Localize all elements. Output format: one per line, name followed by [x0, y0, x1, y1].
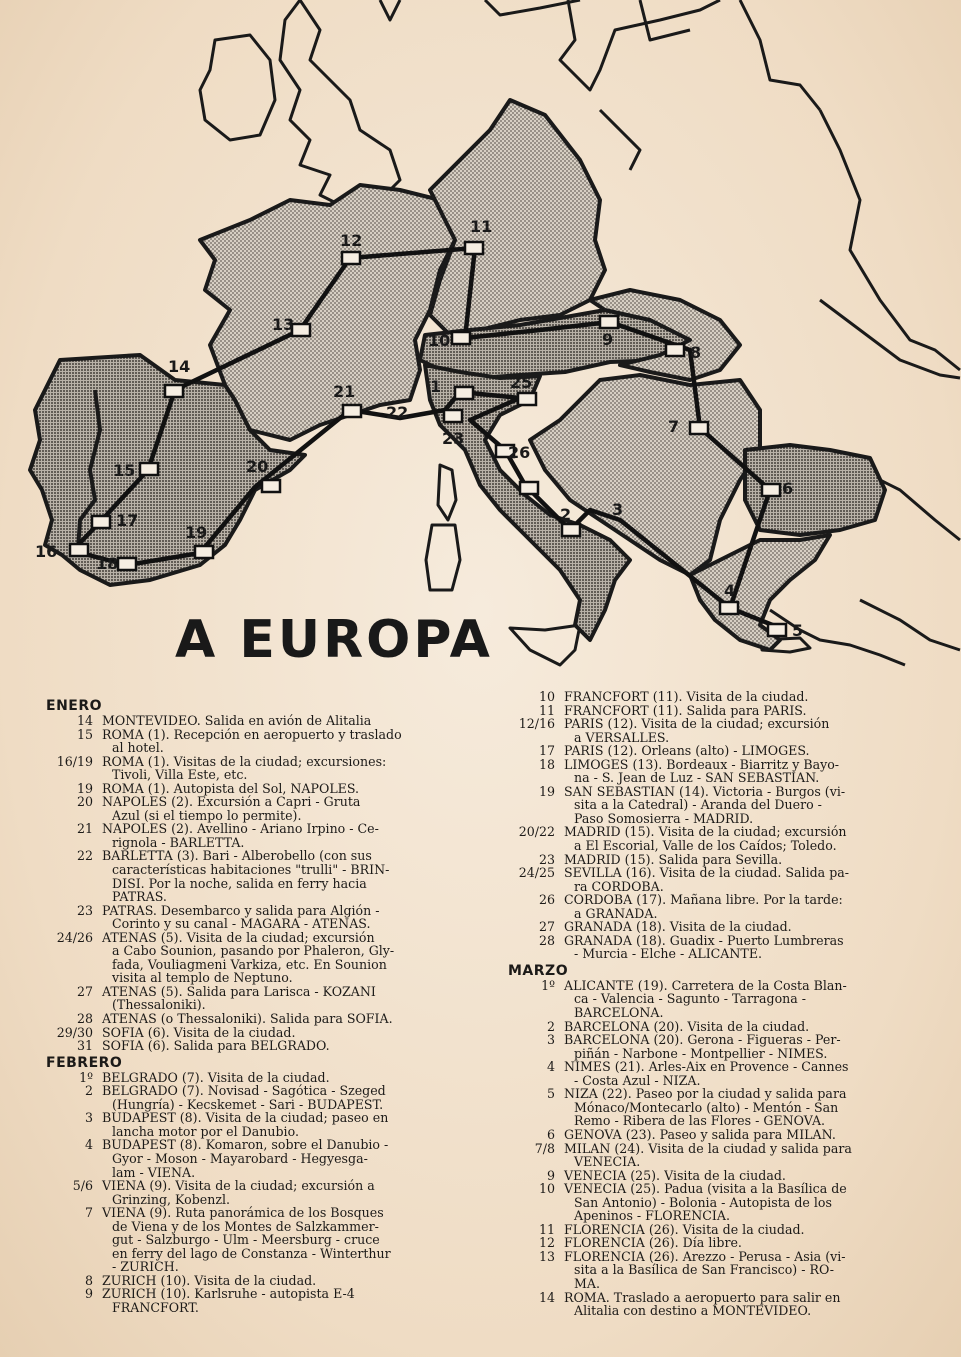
- entry-day: 29/30: [56, 1024, 93, 1040]
- entry-line: - ZURICH.: [112, 1259, 179, 1275]
- itinerary-entry: [508, 717, 928, 744]
- entry-line: GENOVA (23). Paseo y salida para MILAN.: [564, 1126, 836, 1142]
- entry-line: BARCELONA (20). Visita de la ciudad.: [564, 1018, 810, 1034]
- entry-line: a GRANADA.: [574, 905, 658, 921]
- entry-line: VENECIA (25). Visita de la ciudad.: [564, 1167, 786, 1183]
- entry-text: [564, 1169, 928, 1183]
- map-marker-14: 14: [168, 357, 191, 376]
- entry-day: 2: [84, 1083, 93, 1099]
- entry-line: MILAN (24). Visita de la ciudad y salida para: [564, 1140, 852, 1156]
- entry-line: ALICANTE (19). Carretera de la Costa Blan-: [564, 977, 847, 993]
- entry-day: 1º: [79, 1069, 93, 1085]
- entry-text: [102, 1179, 466, 1206]
- map-marker-1: 1: [430, 377, 442, 396]
- entry-text: [564, 1087, 928, 1128]
- itinerary-entry: [46, 782, 466, 796]
- entry-line: BUDAPEST (8). Komaron, sobre el Danubio -: [102, 1137, 389, 1153]
- itinerary-right-column: [508, 690, 928, 1318]
- entry-text: [564, 1236, 928, 1250]
- entry-day: 14: [538, 1289, 555, 1305]
- itinerary-entry: [508, 1169, 928, 1183]
- stop-box: [690, 422, 708, 434]
- map-marker-26: 26: [508, 443, 531, 462]
- entry-text: [102, 1138, 466, 1179]
- entry-day: 17: [538, 743, 555, 759]
- entry-line: Mónaco/Montecarlo (alto) - Mentón - San: [574, 1099, 839, 1115]
- itinerary-entry: [46, 755, 466, 782]
- itinerary-entry: [508, 853, 928, 867]
- entry-line: ZURICH (10). Karlsruhe - autopista E-4: [102, 1286, 355, 1302]
- itinerary-entry: [46, 985, 466, 1012]
- entry-text: [564, 866, 928, 893]
- map-marker-8: 8: [690, 343, 702, 362]
- itinerary-entry: [46, 1287, 466, 1314]
- entry-line: VIENA (9). Visita de la ciudad; excursión a: [102, 1178, 375, 1194]
- itinerary-entry: [508, 744, 928, 758]
- entry-text: [102, 1206, 466, 1274]
- entry-line: SAN SEBASTIAN (14). Victoria - Burgos (vi-: [564, 783, 846, 799]
- entry-day: 4: [546, 1059, 555, 1075]
- entry-line: ROMA (1). Visitas de la ciudad; excursiones:: [102, 753, 387, 769]
- entry-line: Azul (si el tiempo lo permite).: [112, 807, 302, 823]
- entry-line: ZURICH (10). Visita de la ciudad.: [102, 1272, 317, 1288]
- entry-line: SEVILLA (16). Visita de la ciudad. Salida pa-: [564, 865, 850, 881]
- entry-line: ATENAS (5). Salida para Larisca - KOZANI: [102, 983, 376, 999]
- entry-line: BELGRADO (7). Novisad - Sagótica - Szeged: [102, 1083, 386, 1099]
- entry-text: [102, 1274, 466, 1288]
- stop-box: [92, 516, 110, 528]
- map-marker-25: 25: [510, 373, 533, 392]
- entry-day: 5: [546, 1086, 555, 1102]
- stop-box: [140, 463, 158, 475]
- itinerary-entry: [46, 1274, 466, 1288]
- entry-line: MA.: [574, 1275, 600, 1291]
- stop-box: [342, 252, 360, 264]
- itinerary-entry: [508, 1182, 928, 1223]
- itinerary-entry: [46, 795, 466, 822]
- itinerary-entry: [508, 1223, 928, 1237]
- entry-text: [564, 1182, 928, 1223]
- entry-text: [564, 979, 928, 1020]
- map-marker-19: 19: [185, 523, 208, 542]
- entry-line: FRANCFORT (11). Visita de la ciudad.: [564, 689, 809, 704]
- stop-box: [452, 332, 470, 344]
- itinerary-entry: [46, 714, 466, 728]
- entry-day: 26: [538, 892, 555, 908]
- itinerary-entry: [46, 1138, 466, 1179]
- stop-box: [465, 242, 483, 254]
- entry-text: [102, 1084, 466, 1111]
- itinerary-entry: [46, 1026, 466, 1040]
- itinerary-entry: [46, 822, 466, 849]
- entry-line: VIENA (9). Ruta panorámica de los Bosques: [102, 1205, 384, 1221]
- entry-line: FLORENCIA (26). Visita de la ciudad.: [564, 1221, 805, 1237]
- entry-day: 13: [538, 1248, 555, 1264]
- entry-line: Apeninos - FLORENCIA.: [574, 1208, 730, 1224]
- itinerary-entry: [508, 934, 928, 961]
- itinerary-entry: [508, 1291, 928, 1318]
- entry-line: Tivoli, Villa Este, etc.: [112, 767, 248, 783]
- month-heading: ENERO: [46, 698, 103, 714]
- itinerary-entry: [508, 920, 928, 934]
- entry-text: [564, 1250, 928, 1291]
- map-marker-6: 6: [782, 479, 794, 498]
- entry-text: [102, 714, 466, 728]
- entry-line: PARIS (12). Orleans (alto) - LIMOGES.: [564, 743, 810, 759]
- entry-line: GRANADA (18). Guadix - Puerto Lumbreras: [564, 932, 844, 948]
- entry-line: BUDAPEST (8). Visita de la ciudad; paseo en: [102, 1110, 389, 1126]
- stop-box: [520, 482, 538, 494]
- entry-line: ROMA (1). Autopista del Sol, NAPOLES.: [102, 780, 360, 796]
- itinerary-entry: [508, 1087, 928, 1128]
- entry-line: LIMOGES (13). Bordeaux - Biarritz y Bayo-: [564, 756, 840, 772]
- itinerary-entry: [508, 1236, 928, 1250]
- entry-line: MADRID (15). Visita de la ciudad; excursión: [564, 824, 847, 840]
- entry-line: BARCELONA (20). Gerona - Figueras - Per-: [564, 1032, 841, 1048]
- entry-line: San Antonio) - Bolonia - Autopista de los: [574, 1194, 832, 1210]
- entry-day: 10: [538, 1181, 555, 1197]
- itinerary-entry: [46, 849, 466, 903]
- entry-text: [102, 822, 466, 849]
- itinerary-entry: [508, 690, 928, 704]
- entry-line: BARLETTA (3). Bari - Alberobello (con sus: [102, 848, 372, 864]
- itinerary-entry: [508, 1142, 928, 1169]
- entry-text: [564, 1223, 928, 1237]
- stop-box: [292, 324, 310, 336]
- entry-line: gut - Salzburgo - Ulm - Meersburg - cruce: [112, 1232, 380, 1248]
- map-marker-4: 4: [724, 581, 736, 600]
- itinerary-entry: [46, 1084, 466, 1111]
- itinerary-entry: [46, 1111, 466, 1138]
- itinerary-entry: [508, 1020, 928, 1034]
- entry-line: FRANCFORT (11). Salida para PARIS.: [564, 702, 807, 718]
- entry-day: 7: [84, 1205, 93, 1221]
- entry-text: [102, 782, 466, 796]
- entry-line: visita al templo de Neptuno.: [112, 970, 293, 986]
- entry-day: 3: [84, 1110, 93, 1126]
- entry-text: [564, 1060, 928, 1087]
- entry-line: a El Escorial, Valle de los Caídos; Toledo.: [574, 838, 837, 854]
- itinerary-entry: [508, 1250, 928, 1291]
- entry-day: 15: [76, 726, 93, 742]
- entry-line: Alitalia con destino a MONTEVIDEO.: [574, 1303, 812, 1319]
- entry-day: 31: [76, 1038, 93, 1054]
- entry-line: fada, Vouliagmeni Varkiza, etc. En Sounion: [112, 956, 387, 972]
- entry-line: en ferry del lago de Constanza - Winterthur: [112, 1245, 391, 1261]
- entry-day: 22: [76, 848, 93, 864]
- map-marker-10: 10: [428, 331, 451, 350]
- entry-day: 28: [538, 932, 555, 948]
- month-heading: FEBRERO: [46, 1054, 123, 1071]
- map-marker-18: 18: [96, 554, 119, 573]
- entry-line: NAPOLES (2). Avellino - Ariano Irpino - Ce-: [102, 821, 379, 837]
- entry-text: [102, 728, 466, 755]
- entry-text: [102, 931, 466, 985]
- stop-box: [118, 558, 136, 570]
- map-marker-5: 5: [792, 621, 804, 640]
- entry-line: rignola - BARLETTA.: [112, 834, 245, 850]
- itinerary-entry: [46, 1071, 466, 1085]
- map-marker-17: 17: [116, 511, 139, 530]
- entry-text: [102, 755, 466, 782]
- itinerary-left-column: [46, 696, 466, 1315]
- entry-line: - Murcia - Elche - ALICANTE.: [574, 946, 763, 962]
- entry-line: PARIS (12). Visita de la ciudad; excursión: [564, 716, 830, 732]
- entry-text: [564, 825, 928, 852]
- entry-day: 3: [546, 1032, 555, 1048]
- entry-day: 14: [76, 713, 93, 728]
- entry-text: [564, 690, 928, 704]
- map-marker-2: 2: [560, 505, 572, 524]
- map-marker-20: 20: [246, 457, 269, 476]
- entry-day: 20: [76, 794, 93, 810]
- entry-text: [564, 704, 928, 718]
- entry-text: [564, 1033, 928, 1060]
- entry-line: (Hungría) - Kecskemet - Sari - BUDAPEST.: [112, 1096, 384, 1112]
- entry-text: [564, 1142, 928, 1169]
- itinerary-entry: [46, 1039, 466, 1053]
- entry-line: DISI. Por la noche, salida en ferry hacia: [112, 875, 367, 891]
- map-marker-3: 3: [612, 500, 624, 519]
- entry-day: 2: [546, 1018, 555, 1034]
- entry-line: MONTEVIDEO. Salida en avión de Alitalia: [102, 713, 372, 728]
- entry-line: FLORENCIA (26). Arezzo - Perusa - Asia (vi-: [564, 1248, 846, 1264]
- entry-line: SOFIA (6). Visita de la ciudad.: [102, 1024, 296, 1040]
- entry-day: 16/19: [56, 753, 93, 769]
- entry-text: [102, 904, 466, 931]
- entry-line: CORDOBA (17). Mañana libre. Por la tarde:: [564, 892, 843, 908]
- entry-day: 9: [84, 1286, 93, 1302]
- itinerary-entry: [46, 931, 466, 985]
- entry-line: VENECIA.: [574, 1154, 641, 1170]
- entry-line: sita a la Basílica de San Francisco) - RO-: [574, 1262, 835, 1278]
- entry-text: [564, 744, 928, 758]
- entry-text: [564, 1128, 928, 1142]
- entry-line: ATENAS (o Thessaloniki). Salida para SOFIA.: [102, 1011, 393, 1027]
- entry-line: FRANCFORT.: [112, 1299, 199, 1315]
- entry-day: 24/26: [56, 929, 93, 945]
- stop-box: [762, 484, 780, 496]
- entry-day: 10: [538, 689, 555, 704]
- entry-line: NIMES (21). Arles-Aix en Provence - Cannes: [564, 1059, 849, 1075]
- entry-line: a VERSALLES.: [574, 729, 670, 745]
- entry-text: [564, 717, 928, 744]
- itinerary-entry: [46, 1206, 466, 1274]
- entry-text: [564, 1020, 928, 1034]
- itinerary-entry: [508, 704, 928, 718]
- entry-text: [102, 1012, 466, 1026]
- germany-shape: [430, 100, 605, 335]
- entry-line: NAPOLES (2). Excursión a Capri - Gruta: [102, 794, 361, 810]
- stop-box: [444, 410, 462, 422]
- map-marker-9: 9: [602, 330, 614, 349]
- entry-line: VENECIA (25). Padua (visita a la Basílica de: [564, 1181, 847, 1197]
- itinerary-entry: [508, 785, 928, 826]
- entry-line: ROMA (1). Recepción en aeropuerto y traslado: [102, 726, 402, 742]
- entry-day: 4: [84, 1137, 93, 1153]
- entry-line: FLORENCIA (26). Día libre.: [564, 1235, 742, 1251]
- entry-text: [102, 1039, 466, 1053]
- entry-line: piñán - Narbone - Montpellier - NIMES.: [574, 1045, 828, 1061]
- entry-line: GRANADA (18). Visita de la ciudad.: [564, 919, 792, 935]
- map-marker-13: 13: [272, 315, 295, 334]
- entry-line: Paso Somosierra - MADRID.: [574, 810, 754, 826]
- entry-line: - Costa Azul - NIZA.: [574, 1072, 701, 1088]
- entry-day: 20/22: [518, 824, 555, 840]
- entry-line: Corinto y su canal - MAGARA - ATENAS.: [112, 916, 371, 932]
- stop-box: [518, 393, 536, 405]
- itinerary-entry: [508, 758, 928, 785]
- entry-day: 11: [538, 702, 555, 718]
- entry-day: 5/6: [72, 1178, 93, 1194]
- map-marker-21: 21: [333, 382, 356, 401]
- entry-day: 12: [538, 1235, 555, 1251]
- entry-day: 23: [76, 902, 93, 918]
- entry-text: [102, 985, 466, 1012]
- entry-line: SOFIA (6). Salida para BELGRADO.: [102, 1038, 330, 1054]
- entry-line: lam - VIENA.: [112, 1164, 196, 1180]
- entry-line: MADRID (15). Salida para Sevilla.: [564, 851, 783, 867]
- entry-line: BARCELONA.: [574, 1005, 664, 1021]
- entry-day: 21: [76, 821, 93, 837]
- itinerary-entry: [508, 1033, 928, 1060]
- entry-day: 23: [538, 851, 555, 867]
- entry-line: na - S. Jean de Luz - SAN SEBASTIAN.: [574, 770, 820, 786]
- map-marker-23: 23: [442, 429, 465, 448]
- entry-text: [564, 1291, 928, 1318]
- entry-day: 27: [76, 983, 93, 999]
- entry-text: [564, 853, 928, 867]
- stop-box: [666, 344, 684, 356]
- entry-text: [564, 920, 928, 934]
- entry-text: [102, 1071, 466, 1085]
- itinerary-entry: [508, 893, 928, 920]
- map-marker-11: 11: [470, 217, 493, 236]
- entry-day: 27: [538, 919, 555, 935]
- entry-text: [102, 1287, 466, 1314]
- entry-day: 8: [84, 1272, 93, 1288]
- entry-day: 24/25: [518, 865, 555, 881]
- entry-line: Remo - Ribera de las Flores - GENOVA.: [574, 1113, 826, 1129]
- entry-day: 11: [538, 1221, 555, 1237]
- entry-line: sita a la Catedral) - Aranda del Duero -: [574, 797, 822, 813]
- map-marker-16: 16: [35, 542, 58, 561]
- entry-day: 12/16: [518, 716, 555, 732]
- entry-day: 6: [546, 1126, 555, 1142]
- entry-text: [102, 849, 466, 903]
- itinerary-entry: [508, 866, 928, 893]
- entry-text: [564, 785, 928, 826]
- entry-line: PATRAS. Desembarco y salida para Algión -: [102, 902, 380, 918]
- stop-box: [455, 387, 473, 399]
- entry-day: 7/8: [534, 1140, 555, 1156]
- itinerary-entry: [46, 1012, 466, 1026]
- entry-text: [564, 893, 928, 920]
- itinerary-entry: [46, 1179, 466, 1206]
- entry-line: BELGRADO (7). Visita de la ciudad.: [102, 1069, 330, 1085]
- entry-line: lancha motor por el Danubio.: [112, 1123, 299, 1139]
- entry-day: 18: [538, 756, 555, 772]
- itinerary-entry: [46, 904, 466, 931]
- entry-line: características habitaciones "trulli" - BRIN-: [112, 862, 390, 878]
- entry-day: 19: [76, 780, 93, 796]
- stop-box: [562, 524, 580, 536]
- entry-day: 28: [76, 1011, 93, 1027]
- month-heading: MARZO: [508, 962, 569, 979]
- entry-text: [102, 795, 466, 822]
- map-marker-15: 15: [113, 461, 136, 480]
- itinerary-entry: [508, 1128, 928, 1142]
- entry-text: [564, 934, 928, 961]
- itinerary-entry: [508, 1060, 928, 1087]
- itinerary-entry: [508, 825, 928, 852]
- stop-box: [600, 316, 618, 328]
- france-shape: [200, 185, 460, 440]
- entry-line: a Cabo Sounion, pasando por Phaleron, Gly-: [112, 943, 395, 959]
- map-marker-22: 22: [386, 403, 409, 422]
- stop-box: [195, 546, 213, 558]
- stop-box: [768, 624, 786, 636]
- stop-box: [720, 602, 738, 614]
- stop-box: [262, 480, 280, 492]
- stop-box: [165, 385, 183, 397]
- entry-line: Grinzing, Kobenzl.: [112, 1191, 231, 1207]
- page-title: A EUROPA: [175, 610, 493, 670]
- itinerary-entry: [508, 979, 928, 1020]
- entry-line: ATENAS (5). Visita de la ciudad; excursión: [102, 929, 375, 945]
- entry-day: 1º: [541, 977, 555, 993]
- entry-text: [564, 758, 928, 785]
- stop-box: [343, 405, 361, 417]
- entry-day: 9: [546, 1167, 555, 1183]
- entry-line: ROMA. Traslado a aeropuerto para salir en: [564, 1289, 841, 1305]
- entry-line: NIZA (22). Paseo por la ciudad y salida para: [564, 1086, 847, 1102]
- entry-line: ca - Valencia - Sagunto - Tarragona -: [574, 991, 807, 1007]
- entry-text: [102, 1026, 466, 1040]
- entry-line: (Thessaloniki).: [112, 997, 206, 1013]
- entry-text: [102, 1111, 466, 1138]
- entry-line: Gyor - Moson - Mayarobard - Hegyesga-: [112, 1150, 368, 1166]
- entry-line: de Viena y de los Montes de Salzkammer-: [112, 1218, 379, 1234]
- stop-box: [70, 544, 88, 556]
- entry-line: ra CORDOBA.: [574, 878, 664, 894]
- itinerary-entry: [46, 728, 466, 755]
- entry-line: PATRAS.: [112, 889, 167, 905]
- map-marker-7: 7: [668, 417, 680, 436]
- entry-line: al hotel.: [112, 740, 164, 756]
- map-marker-12: 12: [340, 231, 363, 250]
- entry-day: 19: [538, 783, 555, 799]
